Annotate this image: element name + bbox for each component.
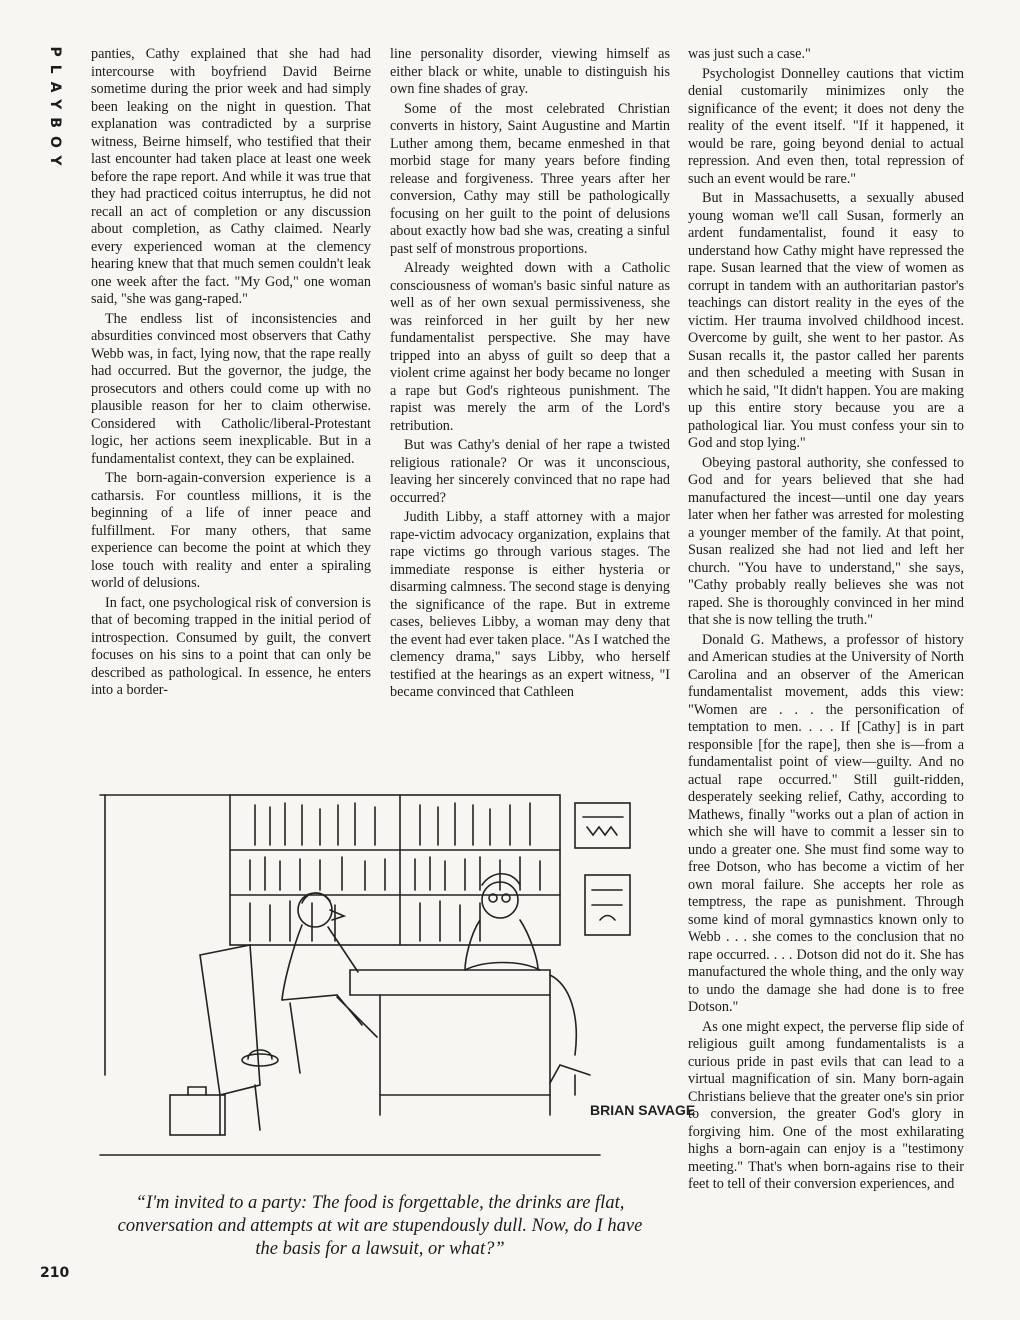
paragraph: But in Massachusetts, a sexually abused young woman we'll call Susan, formerly an ardent fundamentalist, found it easy to understand how Cathy might have repressed the rape. Susan learned that the view of women as corrupt in tandem with an authoritarian pastor's teachings can distort reality in the eyes of the victim. Her trauma involved childhood incest. Overcome by guilt, she went to her pastor. As Susan recalls it, the pastor called her parents and then scheduled a meeting with Susan in which he said, "It didn't happen. You are making up this entire story because you are a pathological liar. You must confess your sin to God and stop lying." <box>688 190 964 451</box>
paragraph: The born-again-conversion experience is a catharsis. For countless millions, it is the beginning of a life of inner peace and fulfillment. For many others, that same experience can become the point at which they lose touch with reality and enter a spiraling world of delusions. <box>91 470 371 591</box>
paragraph: panties, Cathy explained that she had had intercourse with boyfriend David Beirne sometime during the prior week and had simply been leaking on the night in question. That explanation was contradicted by a surprise witness, Beirne himself, who testified that their last encounter had taken place at least one week before the rape report. And while it was true that they had practiced coitus interruptus, he did not recall an act of completion or any discussion about completion, as Cathy claimed. Nearly every experienced woman at the clemency hearing knew that that much semen couldn't leak one week after the fact. "My God," one woman said, "she was gang-raped." <box>91 46 371 307</box>
article-column-1 <box>91 46 371 751</box>
cartoon-illustration <box>80 775 696 1195</box>
paragraph: line personality disorder, viewing himself as either black or white, unable to distinguish his own fine shades of gray. <box>390 46 670 97</box>
paragraph: Donald G. Mathews, a professor of history and American studies at the University of North Carolina and an observer of the American fundamentalist movement, adds this view: "Women are . . . the personification of temptation to men. . . . If [Cathy] is in part responsible [for the rape], then she is—from a fundamentalist point of view—guilty. And no actual rape occurred." Still guilt-ridden, desperately seeking relief, Cathy, according to Mathews, finally "works out a plan of action in which she will have to commit a lesser sin to undo a greater one. She must find some way to free Dotson, who has become a victim of her own moral failure. She accepts her role as temptress, the rape as punishment. Through some kind of moral gymnastics known only to Webb . . . she comes to the conclusion that no rape occurred. . . . Dotson did not do it. She has manufactured the whole thing, and the only way to undo the damage she had done is to free Dotson." <box>688 631 964 1015</box>
paragraph: In fact, one psychological risk of conversion is that of becoming trapped in the initial period of introspection. Consumed by guilt, the convert focuses on his sins to a point that can only be described as pathological. In essence, he enters into a border- <box>91 594 371 698</box>
article-column-3 <box>688 46 964 1286</box>
cartoon-drawing <box>80 775 696 1195</box>
page-number: 210 <box>40 1265 70 1281</box>
paragraph: As one might expect, the perverse flip side of religious guilt among fundamentalists is a curious pride in past evils that can lead to a virtual magnification of sin. Many born-again Christians believe that the greater one's sin prior to conversion, the greater God's glory in forgiving him. One of the most exhilarating highs a born-again can enjoy is a "testimony meeting." That's when born-agains rise to their feet to tell of their conversion experiences, and <box>688 1018 964 1192</box>
paragraph: Psychologist Donnelley cautions that victim denial customarily minimizes only the significance of the event; it does not deny the reality of the event itself. "If it happened, it would be rare, going beyond denial to actual repression. And even then, total repression of such an event would be rare." <box>688 65 964 187</box>
paragraph: Judith Libby, a staff attorney with a major rape-victim advocacy organization, explains that rape victims go through various stages. The immediate response is either hysteria or disarming calmness. The second stage is denying the significance of the rape. But in extreme cases, believes Libby, a woman may deny that the event had ever taken place. "As I watched the clemency drama," says Libby, who herself testified at the hearings as an expert witness, "I became convinced that Cathleen <box>390 509 670 700</box>
brand-text: PLAYBOY <box>47 46 63 174</box>
cartoon-caption: “I'm invited to a party: The food is forgettable, the drinks are flat, conversation and attempts at wit are stupendously dull. Now, do I have the basis for a lawsuit, or what?” <box>117 1193 643 1259</box>
paragraph: The endless list of inconsistencies and absurdities convinced most observers that Cathy Webb was, in fact, lying now, that the rape really had occurred. But the governor, the judge, the prosecutors and others could come up with no plausible reason for her to claim otherwise. Considered with Catholic/liberal-Protestant logic, her actions seem inexplicable. But in a fundamentalist context, they can be explained. <box>91 310 371 467</box>
masthead-brand <box>40 40 70 180</box>
paragraph: But was Cathy's denial of her rape a twisted religious rationale? Or was it unconscious, leaving her sincerely convinced that no rape had occurred? <box>390 437 670 506</box>
paragraph: was just such a case." <box>688 46 811 62</box>
paragraph: Obeying pastoral authority, she confessed to God and for years believed that she had manufactured the incest—until one day years later when her father was arrested for molesting a younger member of the family. At that point, Susan realized she had not lied and left her church. "You have to understand," she says, "Cathy probably really believes she was not raped. She is thoroughly convinced in her mind that she is now telling the truth." <box>688 454 964 628</box>
paragraph: Already weighted down with a Catholic consciousness of woman's basic sinful nature as well as of her own sexual permissiveness, she was reinforced in her guilt by her new fundamentalist perspective. She may have tripped into an abyss of guilt so deep that a violent crime against her body became no longer a rape but God's righteous punishment. The rapist was merely the arm of the Lord's retribution. <box>390 260 670 434</box>
article-column-2 <box>390 46 670 751</box>
paragraph: Some of the most celebrated Christian converts in history, Saint Augustine and Martin Luther among them, became enmeshed in that morbid stage for many years before finding release and forgiveness. Three years after her conversion, Cathy may still be pathologically focusing on her guilt to the point of delusions about exactly how bad she was, creating a sinful past self of monstrous proportions. <box>390 100 670 257</box>
cartoon-signature: BRIAN SAVAGE <box>590 1102 696 1118</box>
